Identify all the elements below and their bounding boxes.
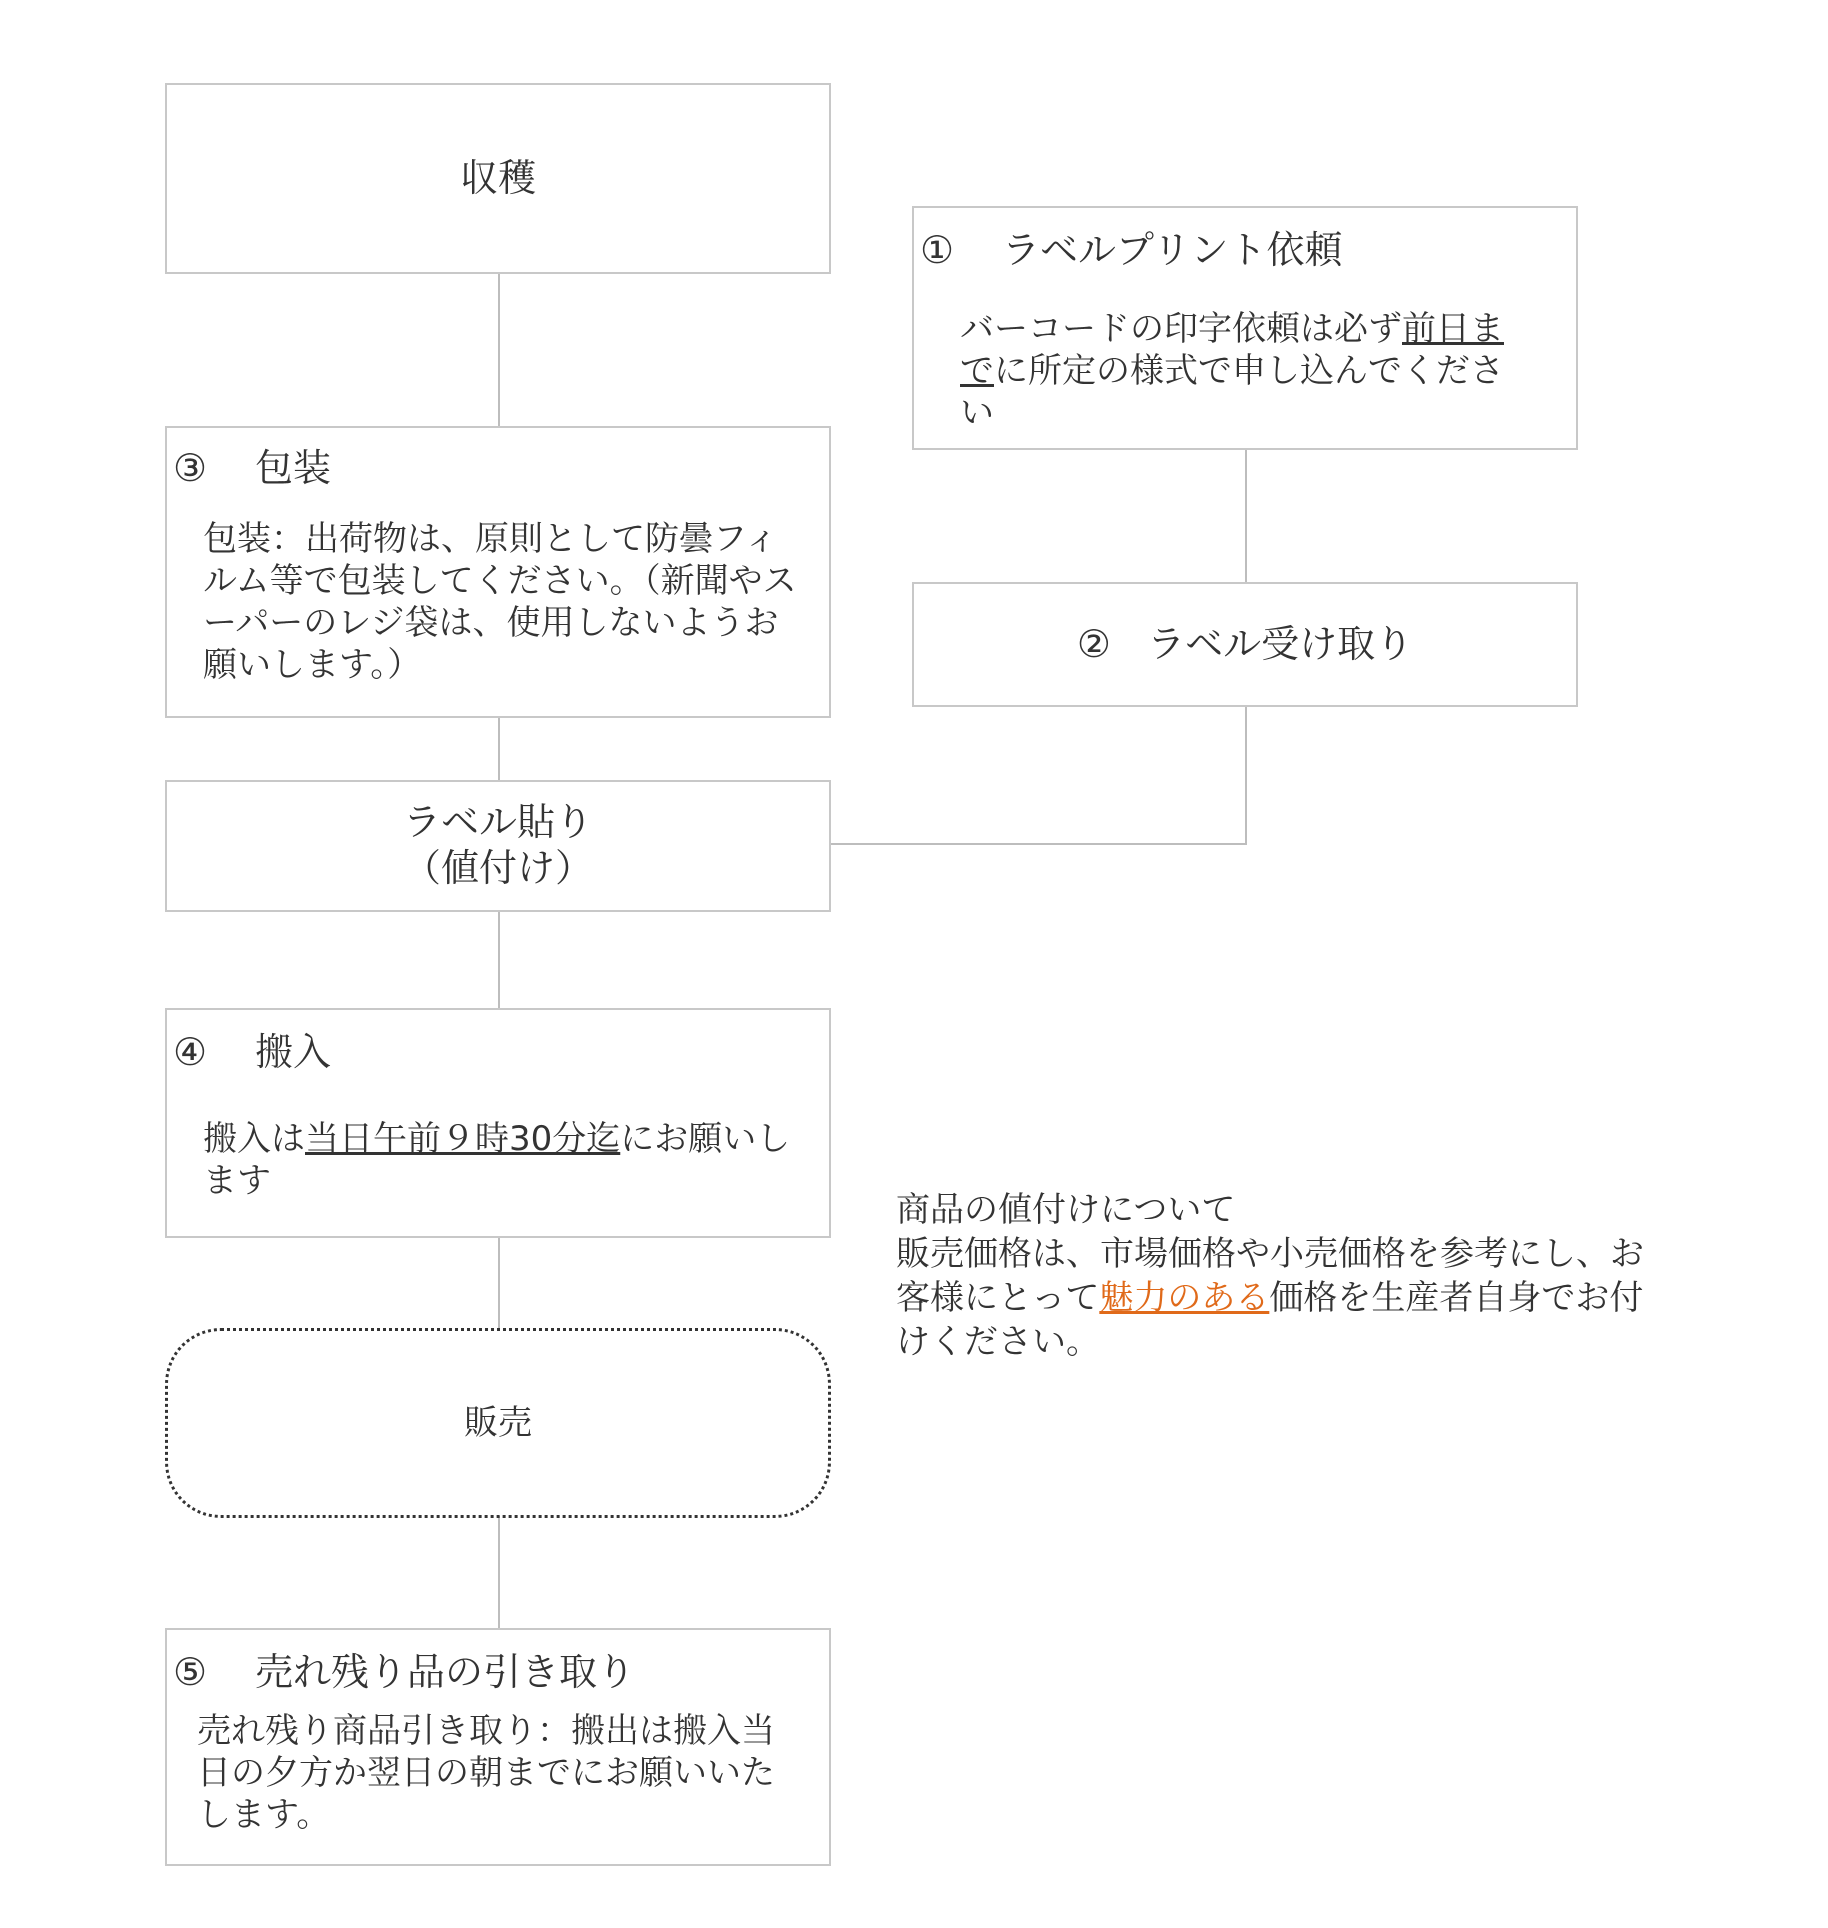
step-number: ① [920,228,955,272]
deadline-text: 当日午前９時30分迄 [305,1119,621,1159]
step-number: ② [1076,621,1111,666]
connector-sales-to-pickup [498,1516,500,1628]
connector-request-to-receive [1245,450,1247,582]
step-number: ⑤ [173,1650,208,1694]
sales-label: 販売 [464,1402,532,1443]
step-title: ラベルプリント依頼 [1002,228,1343,272]
labeling-line1: ラベル貼り [402,800,593,845]
unsold-pickup-box [165,1628,831,1866]
step-title: ラベル受け取り [1147,621,1414,666]
label-print-request-box [912,206,1578,450]
step-title: 売れ残り品の引き取り [255,1650,636,1694]
label-receive-heading [1077,622,1413,668]
unsold-pickup-description: 売れ残り商品引き取り：搬出は搬入当日の夕方か翌日の朝までにお願いいたします。 [197,1711,775,1835]
pricing-note-text: 販売価格は、市場価格や小売価格を参考にし、お客様にとって [896,1234,1644,1318]
harvest-label: 収穫 [459,155,536,200]
delivery-heading [173,1030,331,1076]
label-receive-box [912,582,1578,707]
unsold-pickup-heading [173,1650,635,1696]
description-text-end: にお願いします [203,1119,791,1201]
label-print-request-heading [920,228,1342,274]
label-print-request-description [960,308,1530,434]
step-title: 包装 [255,446,332,490]
deadline-text: 前日まで [960,309,1504,391]
labeling-label [403,800,593,891]
step-title: 搬入 [255,1030,332,1074]
description-text: バーコードの印字依頼は必ず [960,309,1402,349]
connector-receive-to-labeling [830,843,1247,845]
packaging-heading [173,446,331,492]
connector-harvest-to-packaging [498,272,500,428]
packaging-description: 包装：出荷物は、原則として防曇フィルム等で包装してください。（新聞やスーパーのレジ袋は、使用しないようお願いします。） [203,519,797,685]
pricing-note-title: 商品の値付けについて [896,1190,1236,1230]
connector-packaging-to-labeling [498,716,500,780]
pricing-note-highlight: 魅力のある [1099,1278,1270,1318]
delivery-box [165,1008,831,1238]
sales-box [165,1328,831,1518]
pricing-note-text-end: 価格を生産者自身でお付けください。 [896,1278,1644,1362]
description-text: 搬入は [203,1119,305,1159]
pricing-note-body [896,1232,1676,1364]
connector-delivery-to-sales [498,1236,500,1328]
connector-labeling-to-delivery [498,910,500,1008]
description-text-end: に所定の様式で申し込んでください [960,351,1504,433]
labeling-box [165,780,831,912]
step-number: ④ [173,1030,208,1074]
delivery-description [203,1118,793,1202]
labeling-line2: （値付け） [402,846,593,890]
pricing-note [896,1188,1676,1364]
connector-receive-down [1245,705,1247,845]
packaging-box [165,426,831,718]
step-number: ③ [173,446,208,490]
harvest-box [165,83,831,274]
